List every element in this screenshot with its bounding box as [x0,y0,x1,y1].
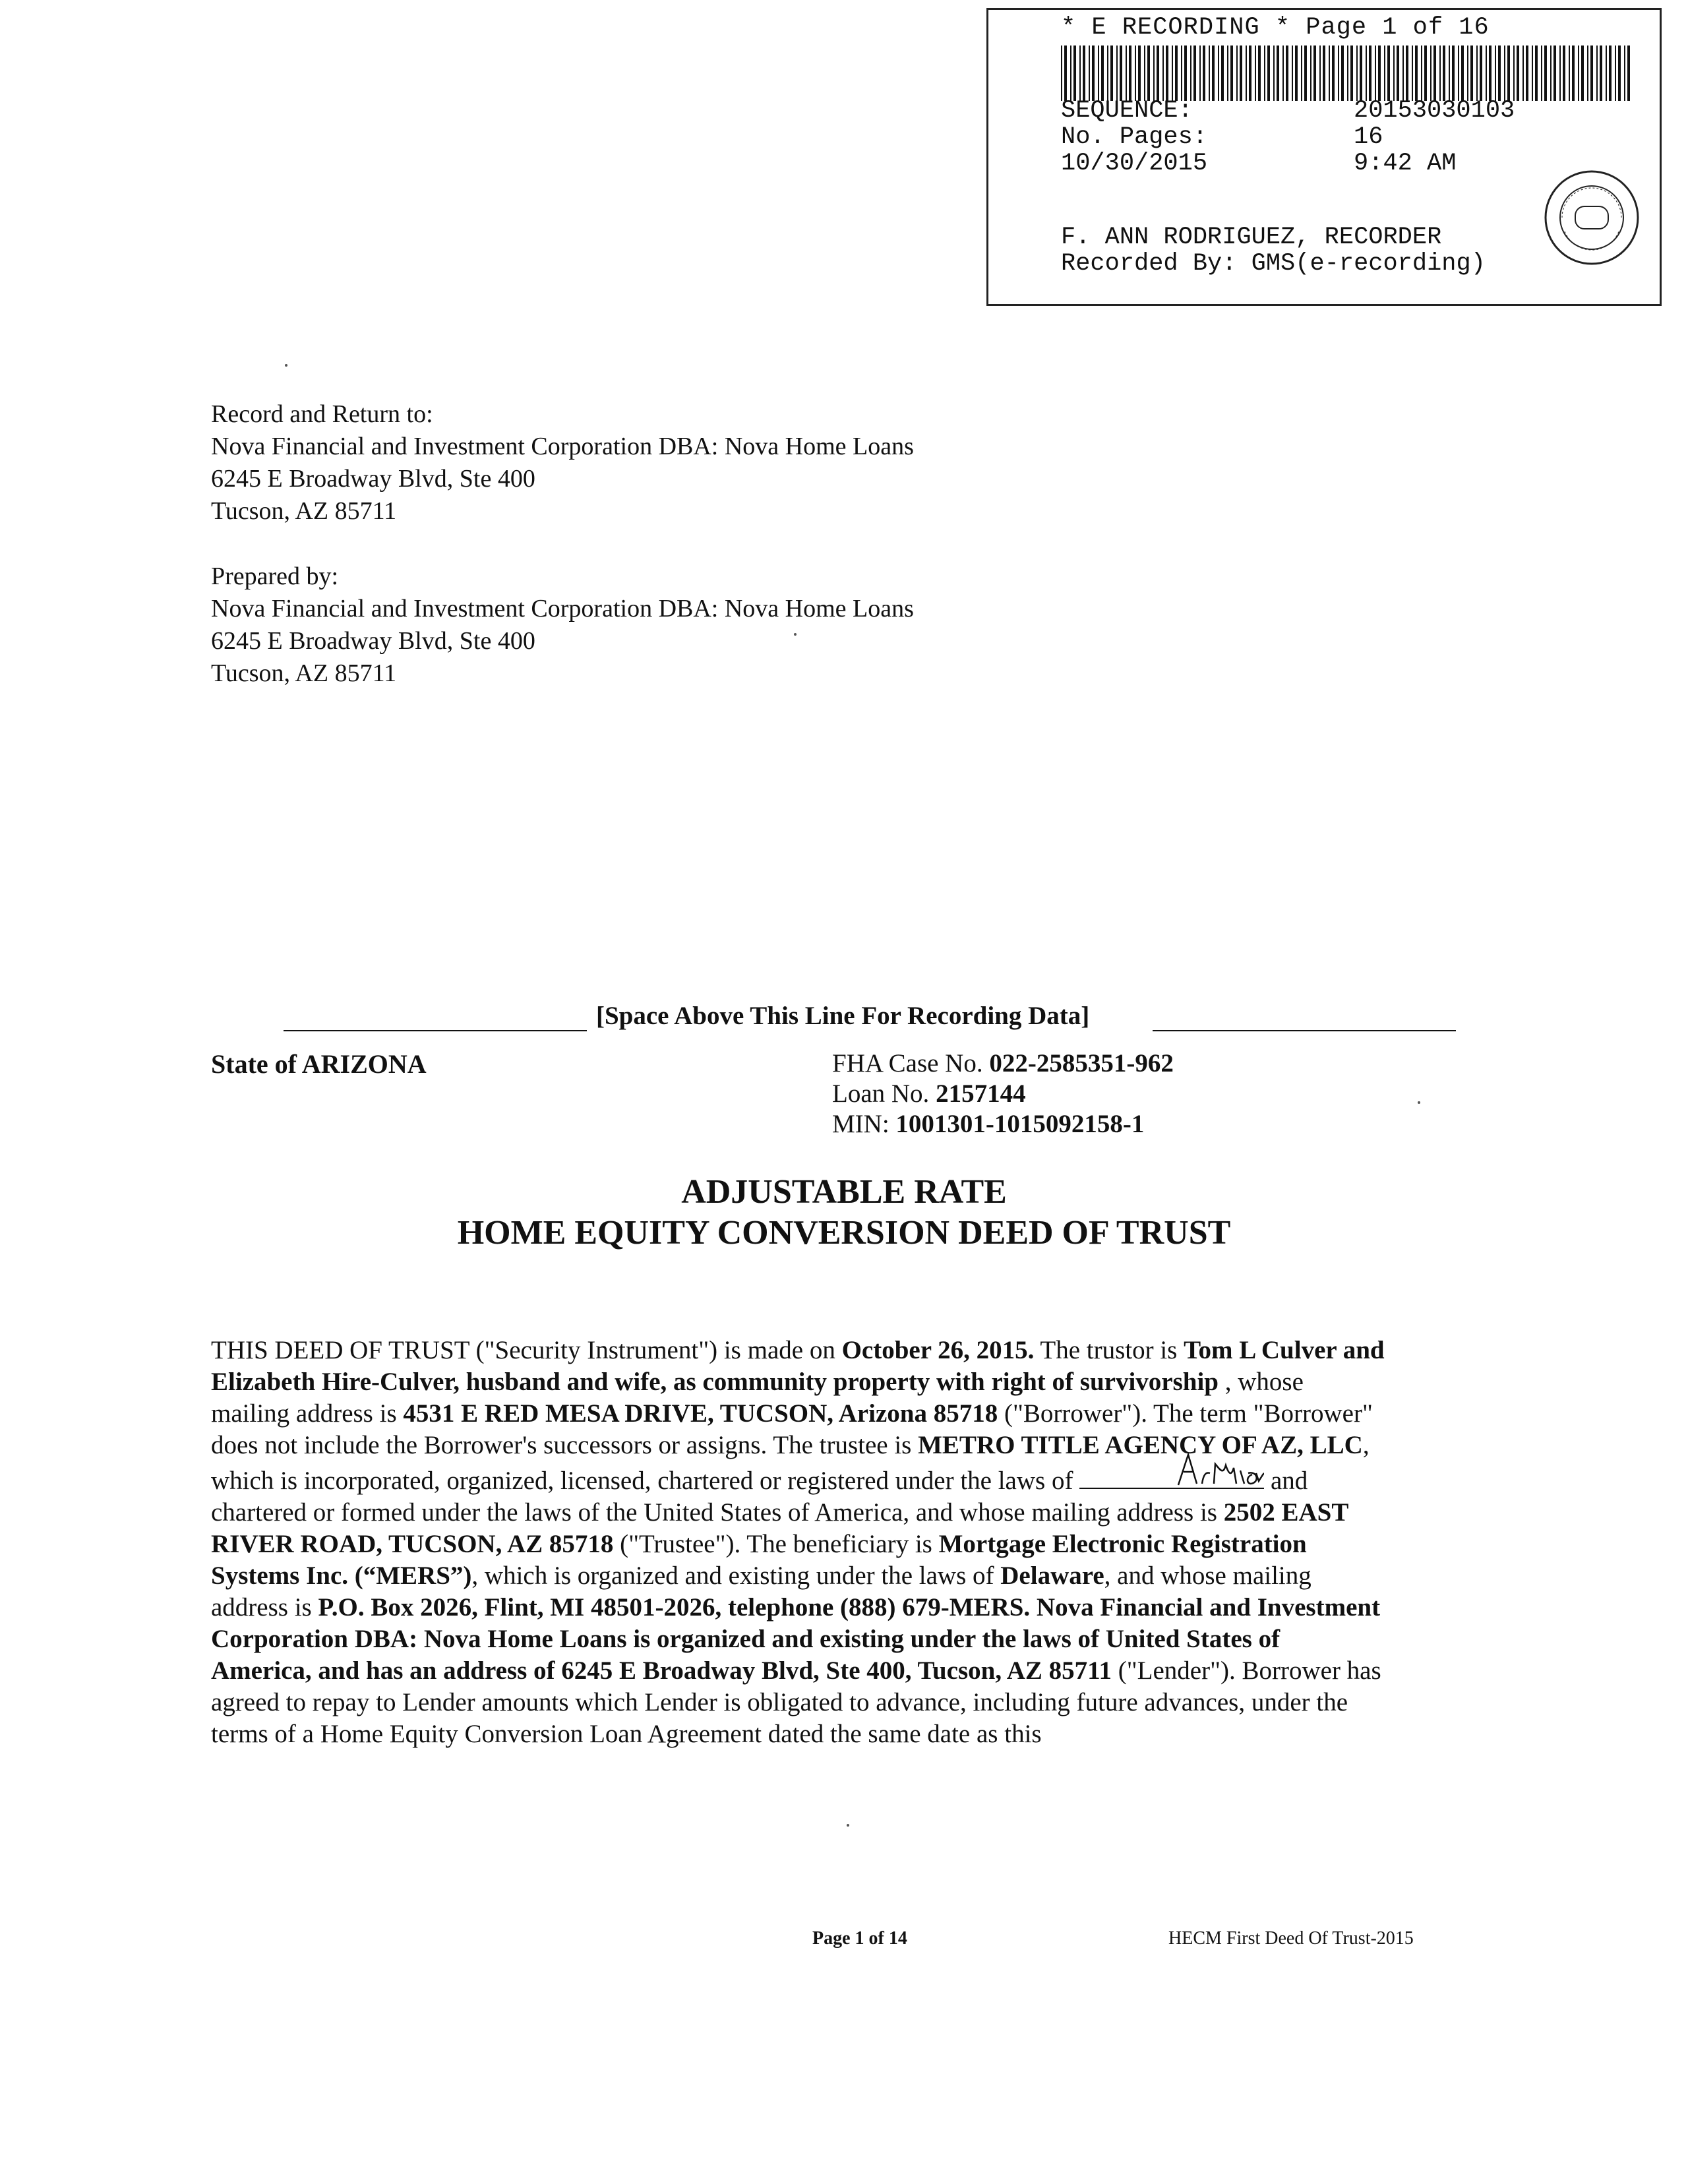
pages-label: No. Pages: [1061,123,1208,151]
barcode-bar [1070,46,1071,101]
loan-number: 2157144 [936,1079,1026,1108]
barcode-bar [1587,46,1588,101]
barcode-bar [1255,46,1256,101]
document-title-line1: ADJUSTABLE RATE [681,1173,1007,1211]
min-line [832,1109,1144,1139]
handwritten-state-field [1079,1461,1264,1489]
body-text-10: ("Lender"). Borrower has agreed to repay to Lender amounts which Lender is obligated to advance, including future advances, under the terms of a Home Equity Conversion Loan Agreement dated the same date as this [211,1656,1381,1748]
barcode-bar [1489,46,1492,101]
barcode-bar [1329,46,1330,101]
barcode-bar [1553,46,1556,101]
barcode-bar [1249,46,1251,101]
barcode-bar [1498,46,1501,101]
barcode-bar [1406,46,1408,101]
barcode-bar [1162,46,1164,101]
barcode-bar [1439,46,1441,101]
barcode-bar [1609,46,1612,101]
scan-speck [285,364,287,367]
barcode-bar [1319,46,1321,101]
trustor-names: Tom L Culver and Elizabeth Hire-Culver, husband and wife, as community property with right of survivorship [211,1336,1385,1396]
recorder-name: F. ANN RODRIGUEZ, RECORDER [1061,224,1442,251]
barcode-bar [1360,46,1362,101]
barcode-bar [1110,46,1113,101]
barcode-bar [1590,46,1593,101]
min-label: MIN: [832,1110,896,1138]
fha-case-label: FHA Case No. [832,1049,990,1077]
barcode-bar [1304,46,1307,101]
page-number: Page 1 of 14 [812,1928,907,1949]
divider-right [1153,1030,1456,1031]
barcode-bar [1421,46,1422,101]
body-text-2: The trustor is [1034,1336,1184,1364]
barcode-bar [1092,46,1095,101]
barcode-bar [1624,46,1625,101]
loan-number-label: Loan No. [832,1079,936,1108]
barcode-bar [1157,46,1159,101]
barcode-bar [1221,46,1224,101]
barcode-bar [1347,46,1348,101]
deed-body-paragraph [211,1335,1385,1750]
barcode-bar [1535,46,1538,101]
deed-date: October 26, 2015. [841,1336,1035,1364]
barcode-bar [1144,46,1145,101]
barcode-bar [1341,46,1344,101]
barcode-bar [1412,46,1413,101]
min-number: 1001301-1015092158-1 [895,1110,1145,1138]
barcode-bar [1258,46,1261,101]
barcode-bar [1606,46,1607,101]
barcode-bar [1301,46,1302,101]
barcode-bar [1295,46,1298,101]
barcode-bar [1378,46,1381,101]
barcode-bar [1532,46,1533,101]
barcode-bar [1061,46,1062,101]
barcode-bar [1116,46,1118,101]
barcode-bar [1569,46,1570,101]
trustee-address: 2502 EAST RIVER ROAD, TUCSON, AZ 85718 [211,1498,1348,1558]
barcode-bar [1507,46,1510,101]
barcode-bar [1230,46,1233,101]
recording-header: * E RECORDING * Page 1 of 16 [1061,14,1490,42]
barcode-bar [1190,46,1191,101]
barcode-bar [1209,46,1210,101]
barcode-bar [1572,46,1575,101]
barcode-bar [1212,46,1215,101]
state-label: State of ARIZONA [211,1049,427,1079]
barcode-bar [1227,46,1228,101]
barcode-bar [1166,46,1168,101]
barcode-bar [1181,46,1182,101]
barcode-bar [1430,46,1432,101]
barcode-bar [1098,46,1099,101]
barcode-bar [1476,46,1478,101]
barcode-bar [1064,46,1067,101]
barcode-bar [1470,46,1473,101]
barcode-bar [1236,46,1238,101]
scan-speck [794,633,797,636]
barcode-bar [1273,46,1275,101]
body-text-3: , whose mailing address is [211,1368,1304,1428]
barcode-bar [1073,46,1076,101]
beneficiary-name: Mortgage Electronic Registration Systems Inc. (“MERS”) [211,1530,1307,1590]
barcode-bar [1292,46,1293,101]
barcode-bar [1424,46,1427,101]
body-text-1: THIS DEED OF TRUST ("Security Instrument") is made on [211,1336,842,1364]
beneficiary-and-lender-details: P.O. Box 2026, Flint, MI 48501-2026, telephone (888) 679-MERS. Nova Financial and Investment Corporation DBA: Nova Home Loans is organized and existing under the laws of United States of America, and has an address of 6245 E Broadway Blvd, Ste 400, Tucson, AZ 85711 [211,1593,1381,1685]
barcode-bar [1443,46,1445,101]
barcode-bar [1083,46,1085,101]
barcode-bar [1517,46,1519,101]
barcode-bar [1596,46,1598,101]
barcode-bar [1138,46,1141,101]
barcode-bar [1350,46,1353,101]
barcode-bar [1101,46,1104,101]
barcode-bar [1366,46,1367,101]
body-text-9: , and whose mailing address is [211,1562,1311,1622]
barcode-bar [1310,46,1311,101]
barcode-bar [1486,46,1487,101]
pages-value: 16 [1354,123,1383,151]
barcode-bar [1323,46,1325,101]
barcode-bar [1458,46,1459,101]
barcode-bar [1559,46,1561,101]
barcode-bar [1397,46,1399,101]
barcode-bar [1513,46,1515,101]
barcode-bar [1203,46,1205,101]
recording-date: 10/30/2015 [1061,150,1208,177]
prepared-by-line3: Tucson, AZ 85711 [211,659,397,687]
barcode-bar [1393,46,1395,101]
barcode-bar [1286,46,1288,101]
body-text-8: , which is organized and existing under the laws of [471,1562,1001,1590]
barcode-bar [1550,46,1552,101]
barcode-bar [1107,46,1108,101]
barcode-bar [1467,46,1468,101]
fha-case-number: 022-2585351-962 [989,1049,1174,1077]
trustee-name: METRO TITLE AGENCY OF AZ, LLC [918,1431,1363,1459]
loan-number-line [832,1079,1026,1108]
barcode-bar [1433,46,1436,101]
barcode-bar [1193,46,1196,101]
barcode-bar [1277,46,1279,101]
barcode-bar [1240,46,1242,101]
borrower-address: 4531 E RED MESA DRIVE, TUCSON, Arizona 85718 [403,1399,998,1428]
barcode-bar [1135,46,1136,101]
barcode-bar [1526,46,1528,101]
handwritten-state-signature [1079,1451,1264,1488]
barcode-bar [1480,46,1482,101]
return-to-heading: Record and Return to: [211,400,433,428]
barcode-bar [1452,46,1455,101]
form-name: HECM First Deed Of Trust-2015 [1168,1928,1414,1949]
barcode-bar [1153,46,1155,101]
county-seal-icon [1542,168,1641,267]
prepared-by-heading: Prepared by: [211,562,339,590]
body-text-5: , which is incorporated, organized, licensed, chartered or registered under the laws of [211,1431,1370,1495]
prepared-by-line2: 6245 E Broadway Blvd, Ste 400 [211,627,535,655]
barcode-bar [1563,46,1565,101]
body-text-6: and chartered or formed under the laws of the United States of America, and whose mailing address is [211,1467,1308,1527]
document-title-line2: HOME EQUITY CONVERSION DEED OF TRUST [457,1214,1231,1252]
sequence-label: SEQUENCE: [1061,97,1193,125]
return-to-line2: 6245 E Broadway Blvd, Ste 400 [211,465,535,493]
barcode-bar [1129,46,1131,101]
body-text-7: ("Trustee"). The beneficiary is [613,1530,939,1558]
barcode-bar [1495,46,1496,101]
barcode-bar [1369,46,1372,101]
recording-stamp-box [986,8,1662,306]
barcode-bar [1627,46,1630,101]
barcode-bar [1199,46,1201,101]
barcode-bar [1313,46,1316,101]
barcode-bar [1402,46,1404,101]
barcode-bar [1264,46,1265,101]
barcode-bar [1332,46,1335,101]
barcode-bar [1615,46,1616,101]
barcode-bar [1246,46,1247,101]
barcode-bar [1356,46,1358,101]
sequence-value: 20153030103 [1354,97,1515,125]
barcode-bar [1175,46,1178,101]
barcode-bar [1375,46,1376,101]
scan-speck [847,1824,849,1827]
barcode-bar [1618,46,1621,101]
barcode-bar [1184,46,1187,101]
recording-time: 9:42 AM [1354,150,1457,177]
barcode-bar [1600,46,1602,101]
barcode-bar [1541,46,1542,101]
barcode-bar [1384,46,1385,101]
barcode-bar [1544,46,1547,101]
barcode-bar [1449,46,1450,101]
body-text-4: ("Borrower"). The term "Borrower" does not include the Borrower's successors or assigns. The trustee is [211,1399,1373,1459]
barcode-bar [1172,46,1173,101]
return-to-line1: Nova Financial and Investment Corporation DBA: Nova Home Loans [211,433,914,460]
divider-left [284,1030,587,1031]
barcode-bar [1079,46,1081,101]
barcode-bar [1504,46,1505,101]
return-to-line3: Tucson, AZ 85711 [211,497,397,525]
barcode-bar [1461,46,1464,101]
barcode-bar [1338,46,1339,101]
barcode-bar [1578,46,1579,101]
barcode-bar [1120,46,1122,101]
barcode-bar [1387,46,1390,101]
barcode-bar [1415,46,1418,101]
barcode-bar [1147,46,1150,101]
barcode [1061,46,1635,101]
barcode-bar [1581,46,1584,101]
barcode-bar [1267,46,1270,101]
barcode-bar [1218,46,1219,101]
barcode-bar [1126,46,1127,101]
scan-speck [1418,1101,1420,1104]
prepared-by-line1: Nova Financial and Investment Corporation DBA: Nova Home Loans [211,595,914,622]
fha-case-line [832,1048,1174,1078]
barcode-bar [1282,46,1284,101]
barcode-bar [1089,46,1090,101]
beneficiary-state: Delaware [1000,1562,1104,1590]
barcode-bar [1522,46,1524,101]
space-above-label: [Space Above This Line For Recording Data] [596,1002,1090,1030]
recorded-by: Recorded By: GMS(e-recording) [1061,250,1486,278]
